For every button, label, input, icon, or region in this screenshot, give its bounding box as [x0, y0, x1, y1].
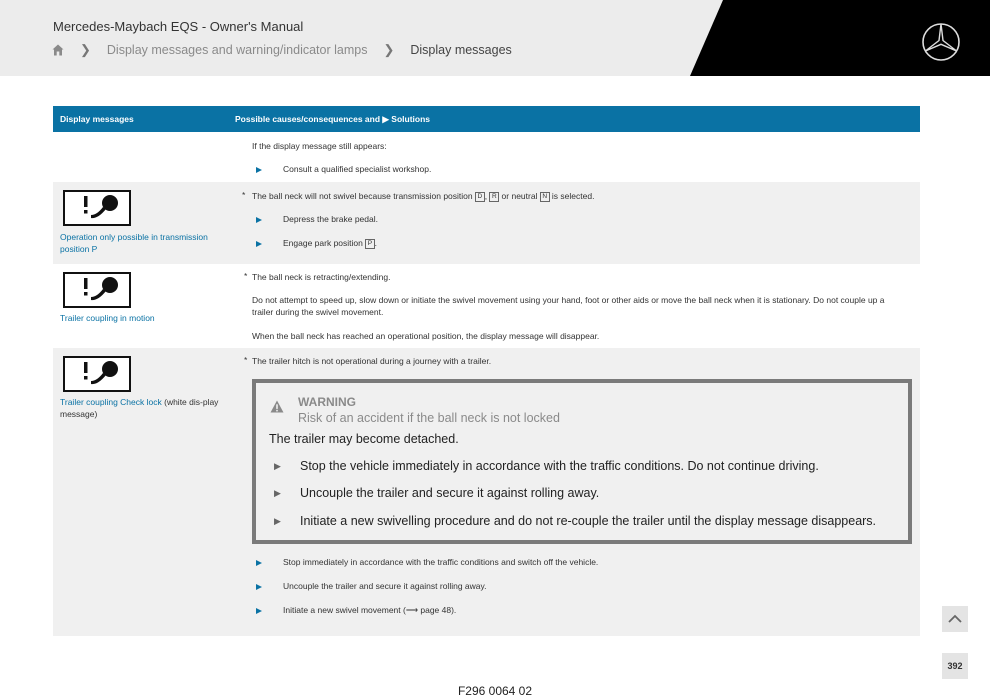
solution-step: Uncouple the trailer and secure it against rolling away. [283, 581, 487, 591]
solution-arrow-icon [256, 560, 262, 566]
warning-arrow-icon: ▶ [274, 516, 281, 526]
solution-step-page-link[interactable]: Initiate a new swivel movement (⟶ page 48). [283, 605, 457, 615]
solution-step: Engage park position P . [283, 238, 377, 248]
row-cause-text: The ball neck is retracting/extending. [252, 272, 391, 282]
row-cause-text: The trailer hitch is not operational during a journey with a trailer. [252, 356, 492, 366]
home-icon[interactable] [52, 44, 64, 56]
solution-step: Depress the brake pedal. [283, 214, 378, 224]
transmission-key-r: R [489, 192, 499, 202]
warning-arrow-icon: ▶ [274, 488, 281, 498]
transmission-key-p: P [365, 239, 374, 249]
transmission-key-d: D [475, 192, 485, 202]
message-label-operation-only-p: Operation only possible in transmission position P [60, 232, 208, 254]
warning-box [252, 379, 912, 544]
row-paragraph: Do not attempt to speed up, slow down or initiate the swivel movement using your hand, foot or other aids or move the ball neck when it is stationary. Do not couple up a trailer during the swivel movement. [252, 295, 885, 317]
scroll-to-top-button[interactable] [942, 606, 968, 632]
table-row [53, 132, 920, 182]
column-header-display-messages: Display messages [60, 114, 134, 124]
chevron-right-icon: ❯ [80, 42, 91, 57]
breadcrumb-item-display-messages-lamps[interactable]: Display messages and warning/indicator lamps [106, 43, 368, 57]
row-intro-text: If the display message still appears: [252, 141, 387, 151]
warning-title: WARNING [298, 395, 356, 409]
message-label-check-lock: Trailer coupling Check lock (white dis-play message) [60, 397, 219, 419]
table-row [53, 348, 920, 636]
warning-description: The trailer may become detached. [269, 432, 459, 446]
transmission-key-n: N [540, 192, 550, 202]
table-row [53, 264, 920, 348]
chevron-up-icon [942, 606, 968, 632]
bullet-asterisk: * [242, 190, 246, 200]
header [0, 0, 990, 76]
app-title: Mercedes-Maybach EQS - Owner's Manual [53, 19, 304, 34]
trailer-warning-icon [63, 272, 131, 308]
trailer-warning-icon [63, 356, 131, 392]
solution-arrow-icon [256, 608, 262, 614]
solution-step: Consult a qualified specialist workshop. [283, 164, 432, 174]
breadcrumb-item-display-messages: Display messages [410, 43, 512, 57]
warning-triangle-icon [270, 400, 284, 413]
message-label-trailer-coupling-in-motion: Trailer coupling in motion [60, 313, 155, 323]
bullet-asterisk: * [244, 355, 248, 365]
warning-item: Stop the vehicle immediately in accordance with the traffic conditions. Do not continue driving. [300, 459, 819, 473]
warning-subtitle: Risk of an accident if the ball neck is not locked [298, 411, 560, 425]
row-paragraph: When the ball neck has reached an operational position, the display message will disappear. [252, 331, 600, 341]
image-code: F296 0064 02 [457, 684, 533, 698]
display-messages-table [53, 106, 920, 636]
chevron-right-icon: ❯ [383, 42, 395, 57]
solution-step: Stop immediately in accordance with the traffic conditions and switch off the vehicle. [283, 557, 599, 567]
bullet-asterisk: * [244, 271, 248, 281]
warning-item: Initiate a new swivelling procedure and do not re-couple the trailer until the display message disappears. [300, 514, 877, 528]
warning-item: Uncouple the trailer and secure it against rolling away. [300, 486, 600, 500]
table-header [53, 106, 920, 132]
solution-arrow-icon [256, 584, 262, 590]
trailer-warning-icon [63, 190, 131, 226]
solution-arrow-icon [256, 241, 262, 247]
solution-arrow-icon [256, 167, 262, 173]
mercedes-star-icon[interactable] [921, 22, 961, 62]
table-row [53, 182, 920, 264]
solution-arrow-icon [256, 217, 262, 223]
row-cause-text: The ball neck will not swivel because transmission position D , R or neutral N is selected. [252, 191, 595, 201]
warning-arrow-icon: ▶ [274, 461, 281, 471]
page-number-badge[interactable]: 392 [942, 653, 968, 679]
breadcrumb [52, 42, 512, 58]
column-header-causes-solutions: Possible causes/consequences and ▶ Solutions [235, 114, 431, 124]
